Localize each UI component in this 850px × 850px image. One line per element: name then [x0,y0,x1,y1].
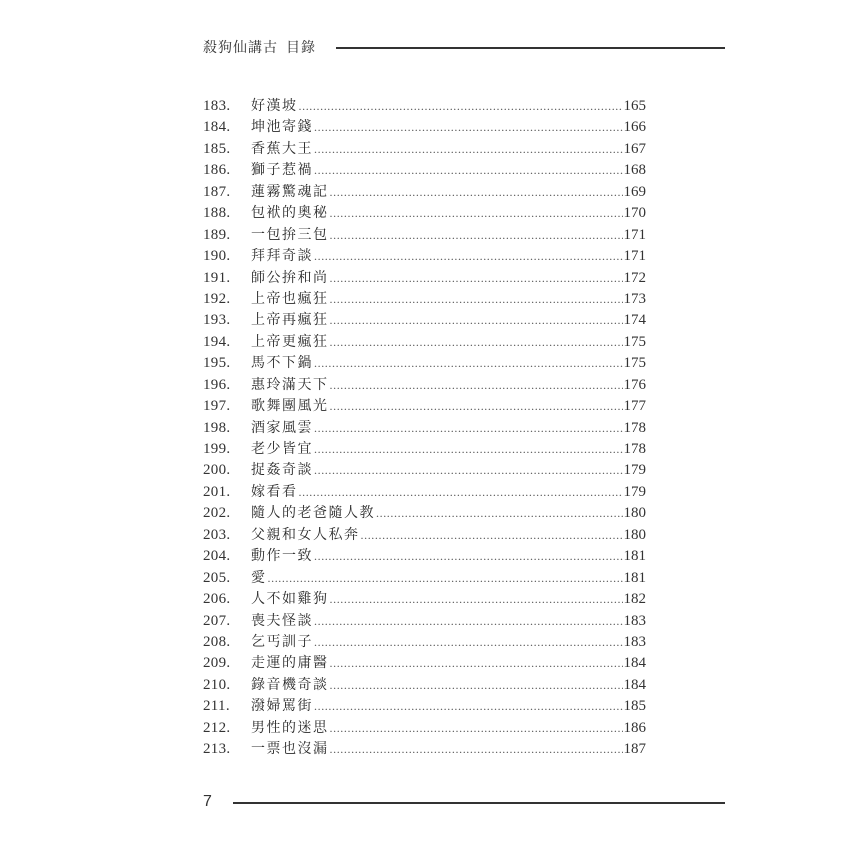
entry-page: 168 [623,162,646,179]
entry-number: 194. [203,333,231,350]
entry-title: 坤池寄錢 [251,119,313,136]
toc-entry [203,653,646,674]
entry-title: 好漢坡 [251,98,298,114]
toc-entry [203,739,646,760]
entry-title: 惠玲滿天下 [251,376,329,393]
toc-entry [203,396,646,417]
entry-number: 200. [203,462,231,479]
toc-entry [203,568,646,589]
dot-leader [314,460,623,481]
entry-number: 205. [203,569,231,586]
entry-title: 蓮霧驚魂記 [251,183,329,200]
entry-number: 189. [203,226,231,243]
toc-entry [203,525,646,546]
running-header [203,37,725,57]
entry-title: 隨人的老爸隨人教 [251,505,375,522]
entry-number: 208. [203,633,231,650]
entry-number: 198. [203,419,231,436]
dot-leader [330,589,623,610]
dot-leader [330,225,623,246]
entry-title: 拜拜奇談 [251,248,313,265]
entry-page: 180 [623,505,646,522]
running-footer [203,790,725,814]
entry-title: 嫁看看 [251,483,298,500]
entry-page: 181 [623,569,646,586]
entry-title: 上帝更瘋狂 [251,333,329,350]
entry-number: 206. [203,591,231,608]
dot-leader [330,675,623,696]
table-of-contents [203,96,646,761]
entry-page: 175 [623,333,646,350]
dot-leader [330,396,623,417]
dot-leader [314,696,623,717]
entry-title: 一票也沒漏 [251,741,329,758]
entry-number: 195. [203,355,231,372]
entry-number: 190. [203,248,231,265]
dot-leader [314,632,623,653]
entry-page: 166 [623,119,646,136]
entry-title: 上帝再瘋狂 [251,312,329,329]
dot-leader [330,203,623,224]
entry-title: 捉姦奇談 [251,462,313,479]
toc-entry [203,696,646,717]
entry-page: 181 [623,548,646,565]
dot-leader [314,611,623,632]
entry-title: 獅子惹禍 [251,162,313,179]
dot-leader [314,418,623,439]
toc-entry [203,482,646,503]
entry-number: 196. [203,376,231,393]
entry-page: 165 [623,98,646,114]
dot-leader [330,289,623,310]
entry-title: 喪夫怪談 [251,612,313,629]
dot-leader [330,375,623,396]
entry-number: 191. [203,269,231,286]
toc-entry [203,160,646,181]
dot-leader [299,96,623,117]
toc-entry [203,96,646,117]
entry-number: 203. [203,526,231,543]
entry-title: 潑婦罵街 [251,698,313,715]
entry-number: 192. [203,290,231,307]
entry-page: 186 [623,719,646,736]
entry-page: 172 [623,269,646,286]
entry-number: 201. [203,483,231,500]
entry-page: 183 [623,612,646,629]
entry-page: 171 [623,248,646,265]
book-title: 殺狗仙講古 [203,40,278,56]
entry-number: 186. [203,162,231,179]
toc-entry [203,353,646,374]
entry-number: 185. [203,140,231,157]
dot-leader [330,739,623,760]
entry-page: 178 [623,441,646,457]
entry-title: 歌舞團風光 [251,398,329,415]
entry-number: 187. [203,183,231,200]
entry-title: 人不如雞狗 [251,591,329,608]
entry-page: 175 [623,355,646,372]
dot-leader [376,503,623,524]
entry-number: 199. [203,441,231,457]
dot-leader [330,653,623,674]
toc-entry [203,289,646,310]
dot-leader [330,332,623,353]
dot-leader [330,310,623,331]
page-number: 7 [203,793,212,810]
entry-page: 173 [623,290,646,307]
footer-rule [233,802,725,804]
toc-entry [203,460,646,481]
dot-leader [268,568,623,589]
toc-entry [203,246,646,267]
entry-title: 乞丐訓子 [251,633,313,650]
toc-entry [203,268,646,289]
toc-entry [203,503,646,524]
entry-page: 184 [623,655,646,672]
toc-entry [203,117,646,138]
entry-number: 193. [203,312,231,329]
entry-number: 209. [203,655,231,672]
entry-number: 202. [203,505,231,522]
toc-entry [203,418,646,439]
toc-entry [203,225,646,246]
dot-leader [361,525,623,546]
toc-entry [203,632,646,653]
entry-page: 170 [623,205,646,222]
dot-leader [330,182,623,203]
dot-leader [314,546,623,567]
entry-title: 上帝也瘋狂 [251,290,329,307]
entry-page: 177 [623,398,646,415]
entry-number: 188. [203,205,231,222]
entry-title: 愛 [251,569,267,586]
header-rule [336,47,725,49]
entry-title: 一包拚三包 [251,226,329,243]
entry-title: 師公拚和尚 [251,269,329,286]
toc-entry [203,375,646,396]
toc-entry [203,332,646,353]
toc-entry [203,589,646,610]
entry-page: 169 [623,183,646,200]
dot-leader [314,439,623,460]
dot-leader [314,117,623,138]
entry-page: 183 [623,633,646,650]
entry-title: 香蕉大王 [251,140,313,157]
toc-entry [203,439,646,460]
entry-number: 211. [203,698,230,715]
entry-page: 187 [623,741,646,758]
dot-leader [314,353,623,374]
entry-page: 179 [623,483,646,500]
toc-entry [203,718,646,739]
entry-page: 184 [623,676,646,693]
entry-title: 錄音機奇談 [251,676,329,693]
toc-entry [203,203,646,224]
entry-number: 184. [203,119,231,136]
entry-number: 204. [203,548,231,565]
entry-title: 走運的庸醫 [251,655,329,672]
entry-number: 183. [203,98,231,114]
dot-leader [314,160,623,181]
toc-entry [203,611,646,632]
dot-leader [330,718,623,739]
entry-number: 207. [203,612,231,629]
entry-page: 185 [623,698,646,715]
entry-title: 男性的迷思 [251,719,329,736]
entry-page: 179 [623,462,646,479]
entry-number: 197. [203,398,231,415]
entry-number: 210. [203,676,231,693]
header-title [203,37,316,57]
entry-page: 171 [623,226,646,243]
dot-leader [314,139,623,160]
dot-leader [299,482,623,503]
toc-entry [203,675,646,696]
section-label: 目錄 [286,40,316,56]
entry-page: 182 [623,591,646,608]
entry-page: 176 [623,376,646,393]
entry-title: 父親和女人私奔 [251,526,360,543]
entry-page: 174 [623,312,646,329]
dot-leader [314,246,623,267]
toc-entry [203,139,646,160]
dot-leader [330,268,623,289]
toc-entry [203,310,646,331]
entry-title: 包袱的奧秘 [251,205,329,222]
entry-page: 167 [623,140,646,157]
toc-entry [203,546,646,567]
entry-title: 老少皆宜 [251,441,313,457]
entry-title: 馬不下鍋 [251,355,313,372]
entry-page: 180 [623,526,646,543]
entry-number: 213. [203,741,231,758]
entry-title: 動作一致 [251,548,313,565]
entry-page: 178 [623,419,646,436]
toc-entry [203,182,646,203]
entry-title: 酒家風雲 [251,419,313,436]
entry-number: 212. [203,719,231,736]
